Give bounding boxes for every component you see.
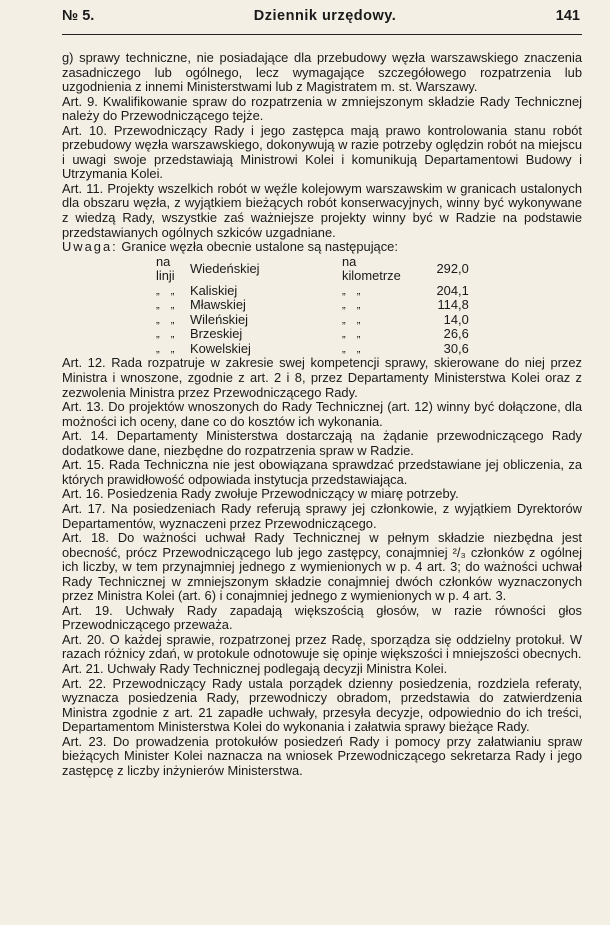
article-11: Art. 11. Projekty wszelkich robót w węźle kolejowym warszawskim w granicach ustalonych dla obszaru węzła, z wyjątkiem bieżących robót konserwacyjnych, winny być wykonywane z wiedzą Rady, wszystkie zaś ważniejsze projekty winny być w Radzie na podstawie przedstawianych ogólnych szkiców uzgadniane. [62,180,582,240]
article-10: Art. 10. Przewodniczący Rady i jego zastępca mają prawo kontrolowania stanu robót przebudowy węzła warszawskiego, dokonywują w razie potrzeby oględzin robót na miejscu i uwagi swoje przedstawiają Ministrowi Kolei i komunikują Departamentowi Budowy i Utrzymania Kolei. [62,122,582,182]
boundary-row [156,298,469,313]
row-km-value: 14,0 [443,311,469,327]
journal-title: Dziennik urzędowy. [253,8,397,24]
note-label: Uwaga: [62,239,118,255]
header-rule [62,34,582,35]
article-12: Art. 12. Rada rozpatruje w zakresie swej kompetencji sprawy, skierowane do niej przez Ministra i wnoszone, zgodnie z art. 2 i 8, przez Departamenty Ministerstwa Kolei oraz z zezwolenia Ministra przez Przewodniczącego Rady. [62,355,582,400]
article-14: Art. 14. Departamenty Ministerstwa dostarczają na żądanie przewodniczącego Rady dodatkowe dane, niezbędne do rozpatrzenia spraw w Radzie. [62,428,582,458]
article-13: Art. 13. Do projektów wnoszonych do Rady Technicznej (art. 12) winny być dołączone, dla możności ich oceny, dane co do kosztów ich wykonania. [62,399,582,429]
boundary-row [156,342,469,357]
row-line-name: Wiedeńskiej [190,260,260,276]
row-unit: „ „ [342,313,365,326]
issue-number: № 5. [62,8,95,24]
row-line-name: Brzeskiej [190,326,243,342]
row-unit: „ „ [342,284,365,297]
row-km-value: 114,8 [437,297,469,313]
row-km-value: 204,1 [436,282,469,298]
page-header [62,8,584,30]
row-line-name: Kaliskiej [190,282,238,298]
paragraph-g: g) sprawy techniczne, nie posiadające dla przebudowy węzła warszawskiego znaczenia zasadniczego lub ogólnego, lecz wymagające szczegółowego rozpatrzenia lub uzgodnienia z innemi Ministerstwami lub z Magistratem m. st. Warszawy. [62,50,582,95]
row-km-value: 26,6 [443,326,469,342]
row-unit: „ „ [342,299,365,312]
row-prefix: „ „ [156,313,179,326]
boundary-row [156,313,469,328]
article-15: Art. 15. Rada Techniczna nie jest obowiązana sprawdzać przedstawiane jej obliczenia, za których prawidłowość odpowiada instytucja przedstawiająca. [62,457,582,487]
article-18: Art. 18. Do ważności uchwał Rady Technicznej w pełnym składzie niezbędna jest obecność, prócz Przewodniczącego lub jego zastępcy, conajmniej ²/₃ członków z ogólnej ich liczby, w tem przynajmniej jednego z wymienionych w p. 4 art. 3; do ważności uchwał Rady Technicznej w zmniejszonym składzie conajmniej dwóch członków wyznaczonych przez Ministra Kolei (art. 6) i conajmniej jednego z wymienionych w p. 4 art. 3. [62,530,582,604]
row-km-value: 292,0 [436,260,469,276]
article-17: Art. 17. Na posiedzeniach Rady referują sprawy jej członkowie, z wyjątkiem Dyrektorów Departamentów, wyznaczeni przez Przewodniczącego. [62,500,582,531]
row-unit: na kilometrze [342,253,401,284]
article-21: Art. 21. Uchwały Rady Technicznej podlegają decyzji Ministra Kolei. [62,660,448,676]
boundary-row [156,255,469,284]
row-unit: „ „ [342,328,365,341]
row-line-name: Kowelskiej [190,340,251,356]
row-line-name: Mławskiej [190,297,246,313]
article-23: Art. 23. Do prowadzenia protokułów posiedzeń Rady i pomocy przy załatwianiu spraw bieżących Minister Kolei naznacza na wniosek Przewodniczącego sekretarza Rady i jego zastępcę z liczby inżynierów Ministerstwa. [62,733,582,778]
row-unit: „ „ [342,342,365,355]
row-line-name: Wileńskiej [190,311,249,327]
article-9: Art. 9. Kwalifikowanie spraw do rozpatrzenia w zmniejszonym składzie Rady Technicznej należy do Przewodniczącego tejże. [62,93,582,124]
document-body [62,51,582,778]
boundary-table [156,255,469,357]
note-text: Granice węzła obecnie ustalone są następujące: [121,239,398,255]
page-number: 141 [555,8,580,24]
row-prefix: „ „ [156,328,179,341]
article-20: Art. 20. O każdej sprawie, rozpatrzonej przez Radę, sporządza się oddzielny protokuł. W razach różnicy zdań, w protokule odnotowuje się opinje większości i mniejszości obecnych. [62,631,582,662]
article-22: Art. 22. Przewodniczący Rady ustala porządek dzienny posiedzenia, rozdziela referaty, wyznacza posiedzenia Rady, przewodniczy obradom, przedstawia do zatwierdzenia Ministra zgodnie z art. 21 zapadłe uchwały, przesyła decyzje, odpowiednio do ich treści, Departamentom Ministerstwa Kolei do wykonania i załatwia sprawy bieżące Rady. [62,675,582,735]
boundary-row [156,327,469,342]
row-prefix: na linji [156,253,175,284]
article-16: Art. 16. Posiedzenia Rady zwołuje Przewodniczący w miarę potrzeby. [62,486,459,502]
row-prefix: „ „ [156,284,179,297]
boundary-row [156,284,469,299]
row-km-value: 30,6 [443,340,469,356]
row-prefix: „ „ [156,299,179,312]
article-19: Art. 19. Uchwały Rady zapadają większością głosów, w razie równości głos Przewodniczącego przeważa. [62,602,582,633]
note [62,240,582,255]
row-prefix: „ „ [156,342,179,355]
